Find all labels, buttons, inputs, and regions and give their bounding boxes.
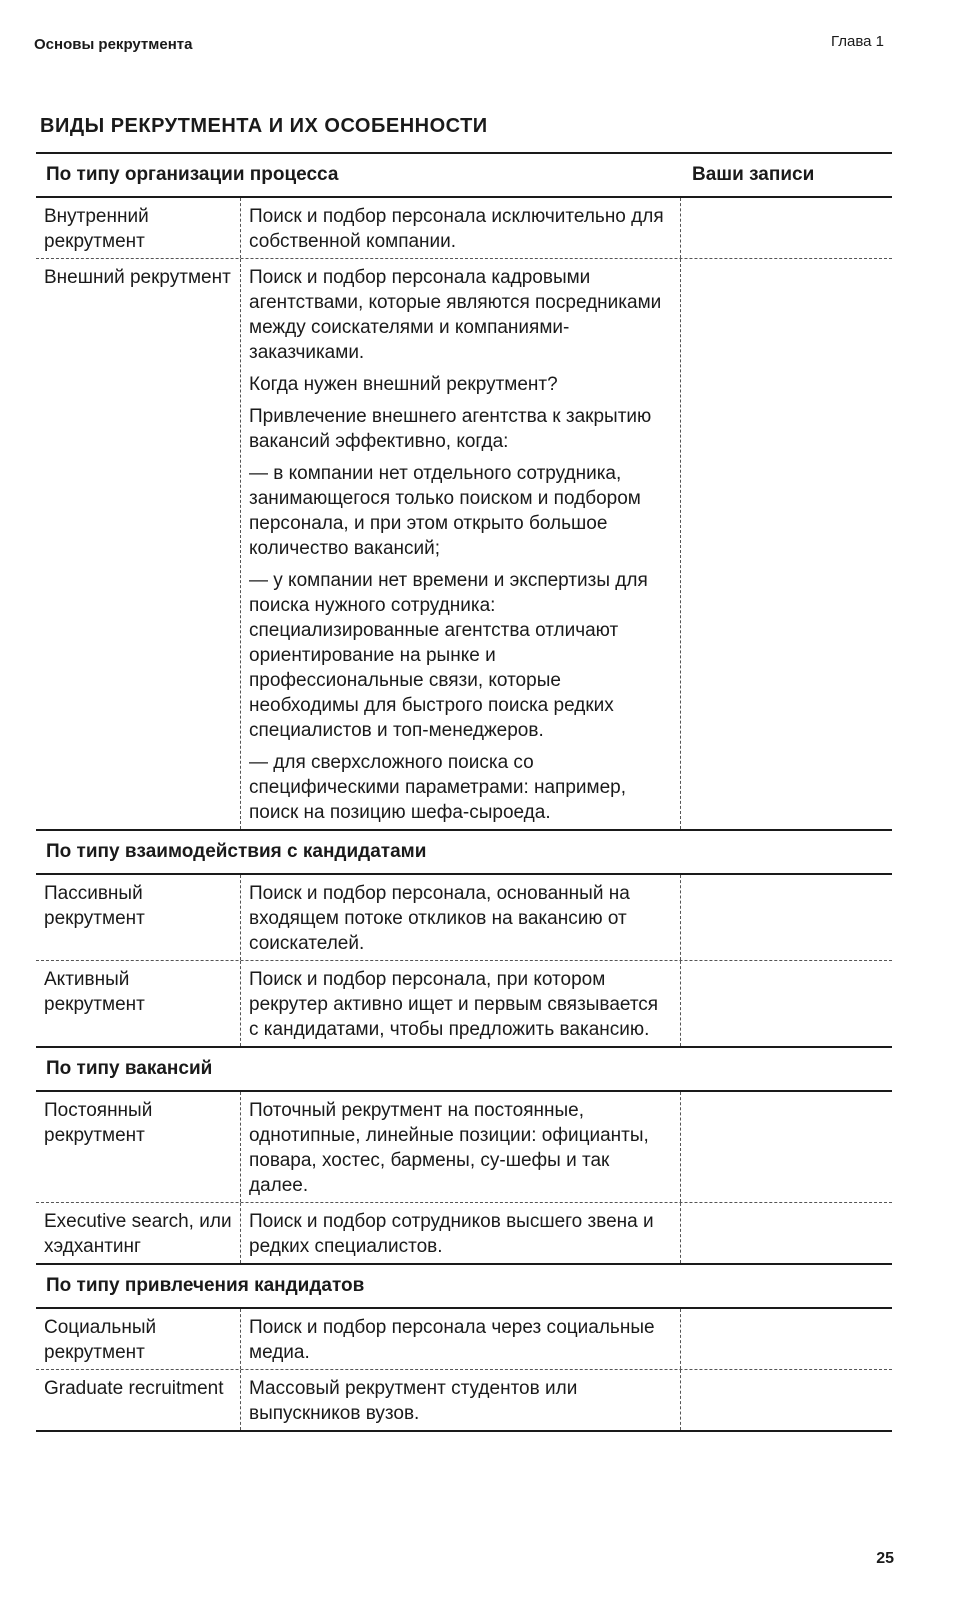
section-title: По типу вакансий: [46, 1058, 213, 1079]
table-row: [36, 1369, 892, 1430]
section-header: [36, 1048, 892, 1090]
term: Executive search, или хэдхантинг: [44, 1211, 232, 1257]
notes-cell[interactable]: [680, 1092, 892, 1202]
table-row: [36, 198, 892, 258]
description-paragraph: Поиск и подбор персонала кадровыми агентствами, которые являются посредниками между соискателями и компаниями-заказчиками.: [249, 267, 662, 363]
section-title: По типу привлечения кандидатов: [46, 1275, 365, 1296]
section-header: [36, 1265, 892, 1307]
description-paragraph: — у компании нет времени и экспертизы для поиска нужного сотрудника: специализированные агентства отличают ориентирование на рынке и профессиональные связи, которые необходимы для быстрого поиска редких специалистов и топ-менеджеров.: [249, 570, 648, 741]
notes-cell[interactable]: [680, 961, 892, 1046]
description-paragraph: Поиск и подбор персонала исключительно для собственной компании.: [249, 206, 664, 252]
chapter-label: Глава 1: [830, 33, 884, 50]
section-title: По типу организации процесса: [46, 164, 339, 185]
table-row: [36, 1202, 892, 1263]
notes-cell[interactable]: [680, 259, 892, 829]
description-paragraph: — для сверхсложного поиска со специфическими параметрами: например, поиск на позицию шефа-сыроеда.: [249, 752, 627, 823]
description: [240, 1309, 680, 1369]
term: Внешний рекрутмент: [44, 267, 231, 288]
description-paragraph: Поиск и подбор персонала, при котором рекрутер активно ищет и первым связывается с кандидатами, чтобы предложить вакансию.: [249, 969, 659, 1040]
notes-cell[interactable]: [680, 1203, 892, 1263]
description-paragraph: Поиск и подбор персонала через социальные медиа.: [249, 1317, 655, 1363]
running-title: Основы рекрутмента: [34, 36, 193, 53]
notes-cell[interactable]: [680, 1309, 892, 1369]
description: [240, 961, 680, 1046]
description: [240, 1370, 680, 1430]
notes-cell[interactable]: [680, 1370, 892, 1430]
description: [240, 1092, 680, 1202]
description-paragraph: Массовый рекрутмент студентов или выпускников вузов.: [249, 1378, 578, 1424]
description: [240, 198, 680, 258]
table-row: [36, 960, 892, 1046]
description-paragraph: Когда нужен внешний рекрутмент?: [249, 374, 558, 395]
description: [240, 259, 680, 829]
table-row: [36, 875, 892, 960]
notes-column-header: Ваши записи: [692, 164, 815, 185]
term: Пассивный рекрутмент: [44, 883, 145, 929]
description-paragraph: Привлечение внешнего агентства к закрытию вакансий эффективно, когда:: [249, 406, 652, 452]
table-row: [36, 1309, 892, 1369]
term: Graduate recruitment: [44, 1378, 224, 1399]
recruitment-types-table: [36, 152, 892, 1432]
section-title: По типу взаимодействия с кандидатами: [46, 841, 427, 862]
term: Активный рекрутмент: [44, 969, 145, 1015]
page-number: 25: [876, 1550, 894, 1567]
description: [240, 875, 680, 960]
description: [240, 1203, 680, 1263]
description-paragraph: Поиск и подбор сотрудников высшего звена и редких специалистов.: [249, 1211, 654, 1257]
section-header: [36, 831, 892, 873]
section-header: [36, 154, 892, 196]
table-row: [36, 1092, 892, 1202]
term: Постоянный рекрутмент: [44, 1100, 153, 1146]
description-paragraph: — в компании нет отдельного сотрудника, занимающегося только поиском и подбором персонала, и при этом открыто большое количество вакансий;: [249, 463, 641, 559]
term: Социальный рекрутмент: [44, 1317, 157, 1363]
description-paragraph: Поточный рекрутмент на постоянные, однотипные, линейные позиции: официанты, повара, хостес, бармены, су-шефы и так далее.: [249, 1100, 649, 1196]
description-paragraph: Поиск и подбор персонала, основанный на входящем потоке откликов на вакансию от соискателей.: [249, 883, 630, 954]
notes-cell[interactable]: [680, 875, 892, 960]
term: Внутренний рекрутмент: [44, 206, 149, 252]
page-title: ВИДЫ РЕКРУТМЕНТА И ИХ ОСОБЕННОСТИ: [40, 115, 488, 137]
notes-cell[interactable]: [680, 198, 892, 258]
table-row: [36, 258, 892, 829]
